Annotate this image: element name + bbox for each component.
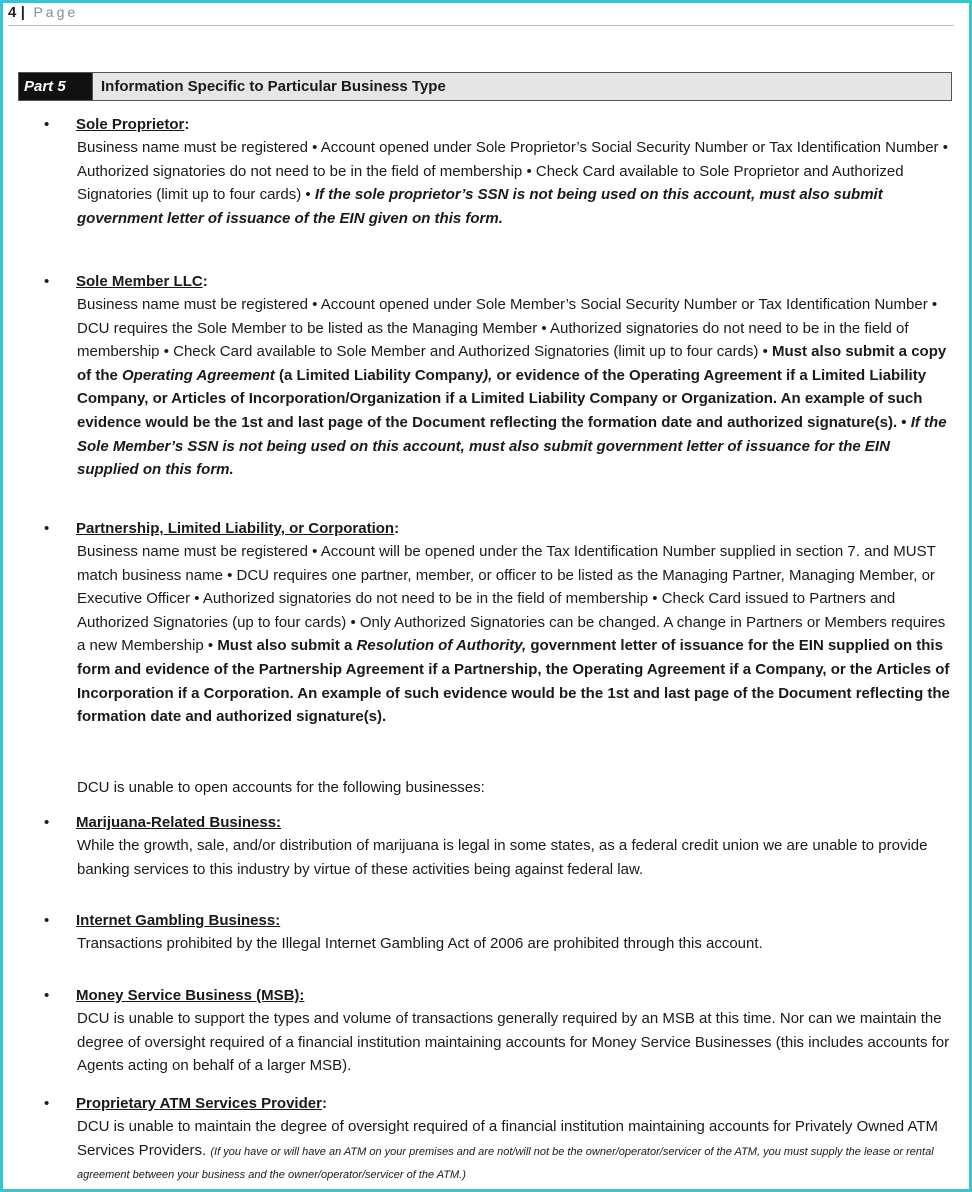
section-heading: Partnership, Limited Liability, or Corporation [76,520,395,537]
part-title: Information Specific to Particular Business Type [92,73,951,100]
section-atm: • Proprietary ATM Services Provider: DCU is unable to maintain the degree of oversight required of a financial institution maintaining accounts for Privately Owned ATM Services Providers. (If you have or will have an ATM on your premises and are not/will not be the owner/operator/servicer of the ATM, you must supply the lease or rental agreement between your business and the owner/operator/servicer of the ATM.) [44,1093,954,1186]
section-gambling [44,910,954,956]
section-heading: Money Service Business (MSB): [76,987,305,1004]
section-sole-proprietor: • Sole Proprietor: Business name must be registered • Account opened under Sole Proprietor’s Social Security Number or Tax Identification Number • Authorized signatories do not need to be in the field of membership • Check Card available to Sole Proprietor and Authorized Signatories (limit up to four cards) • If the sole proprietor’s SSN is not being used on this account, must also submit government letter of issuance of the EIN given on this form. [44,114,954,230]
bullet-icon: • [44,1095,50,1112]
page-header [8,4,954,26]
section-heading: Sole Member LLC [76,273,203,290]
section-body: Transactions prohibited by the Illegal Internet Gambling Act of 2006 are prohibited through this account. [77,935,763,952]
section-msb [44,985,954,1078]
bullet-icon: • [44,520,50,537]
section-marijuana [44,812,954,881]
bullet-icon: • [44,273,50,290]
section-body: DCU is unable to support the types and volume of transactions generally required by an MSB at this time. Nor can we maintain the degree of oversight required of a financial institution maintaining accounts for Money Service Businesses (this includes accounts for Agents acting on behalf of a larger MSB). [77,1010,950,1075]
section-heading: Internet Gambling Business: [76,912,281,929]
page-separator: | [20,4,25,21]
part-number: Part 5 [19,73,92,100]
unable-intro: DCU is unable to open accounts for the following businesses: [77,779,485,796]
section-partnership: • Partnership, Limited Liability, or Corporation: Business name must be registered • Account will be opened under the Tax Identification Number supplied in section 7. and MUST match business name • DCU requires one partner, member, or officer to be listed as the Managing Partner, Managing Member, or Executive Officer • Authorized signatories do not need to be in the field of membership • Check Card issued to Partners and Authorized Signatories (up to four cards) • Only Authorized Signatories can be changed. A change in Partners or Members requires a new Membership • Must also submit a Resolution of Authority, government letter of issuance for the EIN supplied on this form and evidence of the Partnership Agreement if a Partnership, the Operating Agreement if a Company, or the Articles of Incorporation if a Corporation. An example of such evidence would be the 1st and last page of the Document reflecting the formation date and authorized signature(s). [44,518,954,729]
section-body: DCU is unable to maintain the degree of oversight required of a financial institution maintaining accounts for Privately Owned ATM Services Providers. (If you have or will have an ATM on your premises and are not/will not be the owner/operator/servicer of the ATM, you must supply the lease or rental agreement between your business and the owner/operator/servicer of the ATM.) [77,1118,939,1182]
section-body: While the growth, sale, and/or distribution of marijuana is legal in some states, as a federal credit union we are unable to provide banking services to this industry by virtue of these activities being against federal law. [77,837,928,878]
section-sole-member-llc: • Sole Member LLC: Business name must be registered • Account opened under Sole Member’s Social Security Number or Tax Identification Number • DCU requires the Sole Member to be listed as the Managing Member • Authorized signatories do not need to be in the field of membership • Check Card available to Sole Member and Authorized Signatories (limit up to four cards) • Must also submit a copy of the Operating Agreement (a Limited Liability Company), or evidence of the Operating Agreement if a Limited Liability Company, or Articles of Incorporation/Organization if a Limited Liability Company or Organization. An example of such evidence would be the 1st and last page of the Document reflecting the formation date and authorized signature(s). • If the Sole Member’s SSN is not being used on this account, must also submit government letter of issuance for the EIN supplied on this form. [44,271,954,482]
section-body: Business name must be registered • Account opened under Sole Proprietor’s Social Security Number or Tax Identification Number • Authorized signatories do not need to be in the field of membership • Check Card available to Sole Proprietor and Authorized Signatories (limit up to four cards) • If the sole proprietor’s SSN is not being used on this account, must also submit government letter of issuance of the EIN given on this form. [77,139,948,227]
atm-note: (If you have or will have an ATM on your premises and are not/will not be the owner/operator/servicer of the ATM, you must supply the lease or rental agreement between your business and the owner/operator/servicer of the ATM.) [77,1145,934,1182]
section-body: Business name must be registered • Account opened under Sole Member’s Social Security Number or Tax Identification Number • DCU requires the Sole Member to be listed as the Managing Member • Authorized signatories do not need to be in the field of membership • Check Card available to Sole Member and Authorized Signatories (limit up to four cards) • Must also submit a copy of the Operating Agreement (a Limited Liability Company), or evidence of the Operating Agreement if a Limited Liability Company, or Articles of Incorporation/Organization if a Limited Liability Company or Organization. An example of such evidence would be the 1st and last page of the Document reflecting the formation date and authorized signature(s). • If the Sole Member’s SSN is not being used on this account, must also submit government letter of issuance for the EIN supplied on this form. [77,296,947,479]
page-number: 4 [8,4,17,21]
bullet-icon: • [44,912,50,929]
section-heading: Proprietary ATM Services Provider [76,1095,322,1112]
part-heading-bar [18,72,952,101]
section-body: Business name must be registered • Account will be opened under the Tax Identification Number supplied in section 7. and MUST match business name • DCU requires one partner, member, or officer to be listed as the Managing Partner, Managing Member, or Executive Officer • Authorized signatories do not need to be in the field of membership • Check Card issued to Partners and Authorized Signatories (up to four cards) • Only Authorized Signatories can be changed. A change in Partners or Members requires a new Membership • Must also submit a Resolution of Authority, government letter of issuance for the EIN supplied on this form and evidence of the Partnership Agreement if a Partnership, the Operating Agreement if a Company, or the Articles of Incorporation if a Corporation. An example of such evidence would be the 1st and last page of the Document reflecting the formation date and authorized signature(s). [77,543,950,726]
section-heading: Marijuana-Related Business: [76,814,282,831]
page-label: Page [33,4,79,20]
section-heading: Sole Proprietor [76,116,185,133]
bullet-icon: • [44,987,50,1004]
bullet-icon: • [44,814,50,831]
bullet-icon: • [44,116,50,133]
